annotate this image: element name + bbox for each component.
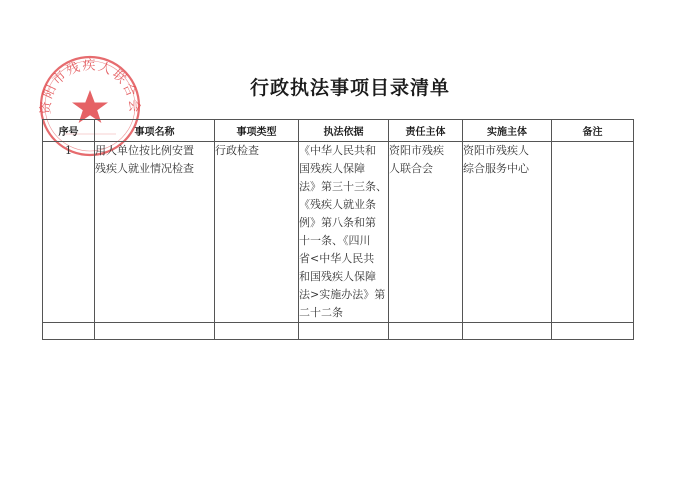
catalog-table (42, 119, 634, 340)
cell-remark (552, 142, 634, 323)
table-row-empty (43, 323, 634, 340)
empty-cell (552, 323, 634, 340)
cell-responsible: 资阳市残疾 人联合会 (389, 142, 463, 323)
empty-cell (299, 323, 389, 340)
header-item-type: 事项类型 (215, 120, 299, 142)
cell-item-name: 用人单位按比例安置 残疾人就业情况检查 (95, 142, 215, 323)
header-legal-basis: 执法依据 (299, 120, 389, 142)
header-implementer: 实施主体 (463, 120, 552, 142)
cell-implementer: 资阳市残疾人 综合服务中心 (463, 142, 552, 323)
table-row (43, 142, 634, 323)
empty-cell (463, 323, 552, 340)
empty-cell (95, 323, 215, 340)
cell-item-type: 行政检查 (215, 142, 299, 323)
page-title: 行政执法事项目录清单 (249, 77, 450, 99)
table-header-row (43, 120, 634, 142)
header-responsible: 责任主体 (389, 120, 463, 142)
cell-index: 1 (43, 142, 95, 323)
header-remark: 备注 (552, 120, 634, 142)
empty-cell (43, 323, 95, 340)
svg-text:资阳市残疾人联合会: 资阳市残疾人联合会 (38, 58, 142, 115)
header-index: 序号 (43, 120, 95, 142)
empty-cell (389, 323, 463, 340)
empty-cell (215, 323, 299, 340)
cell-legal-basis: 《中华人民共和 国残疾人保障 法》第三十三条、 《残疾人就业条 例》第八条和第 十一条、《四川 省<中华人民共 和国残疾人保障 法>实施办法》第 二十二条 (299, 142, 389, 323)
header-item-name: 事项名称 (95, 120, 215, 142)
